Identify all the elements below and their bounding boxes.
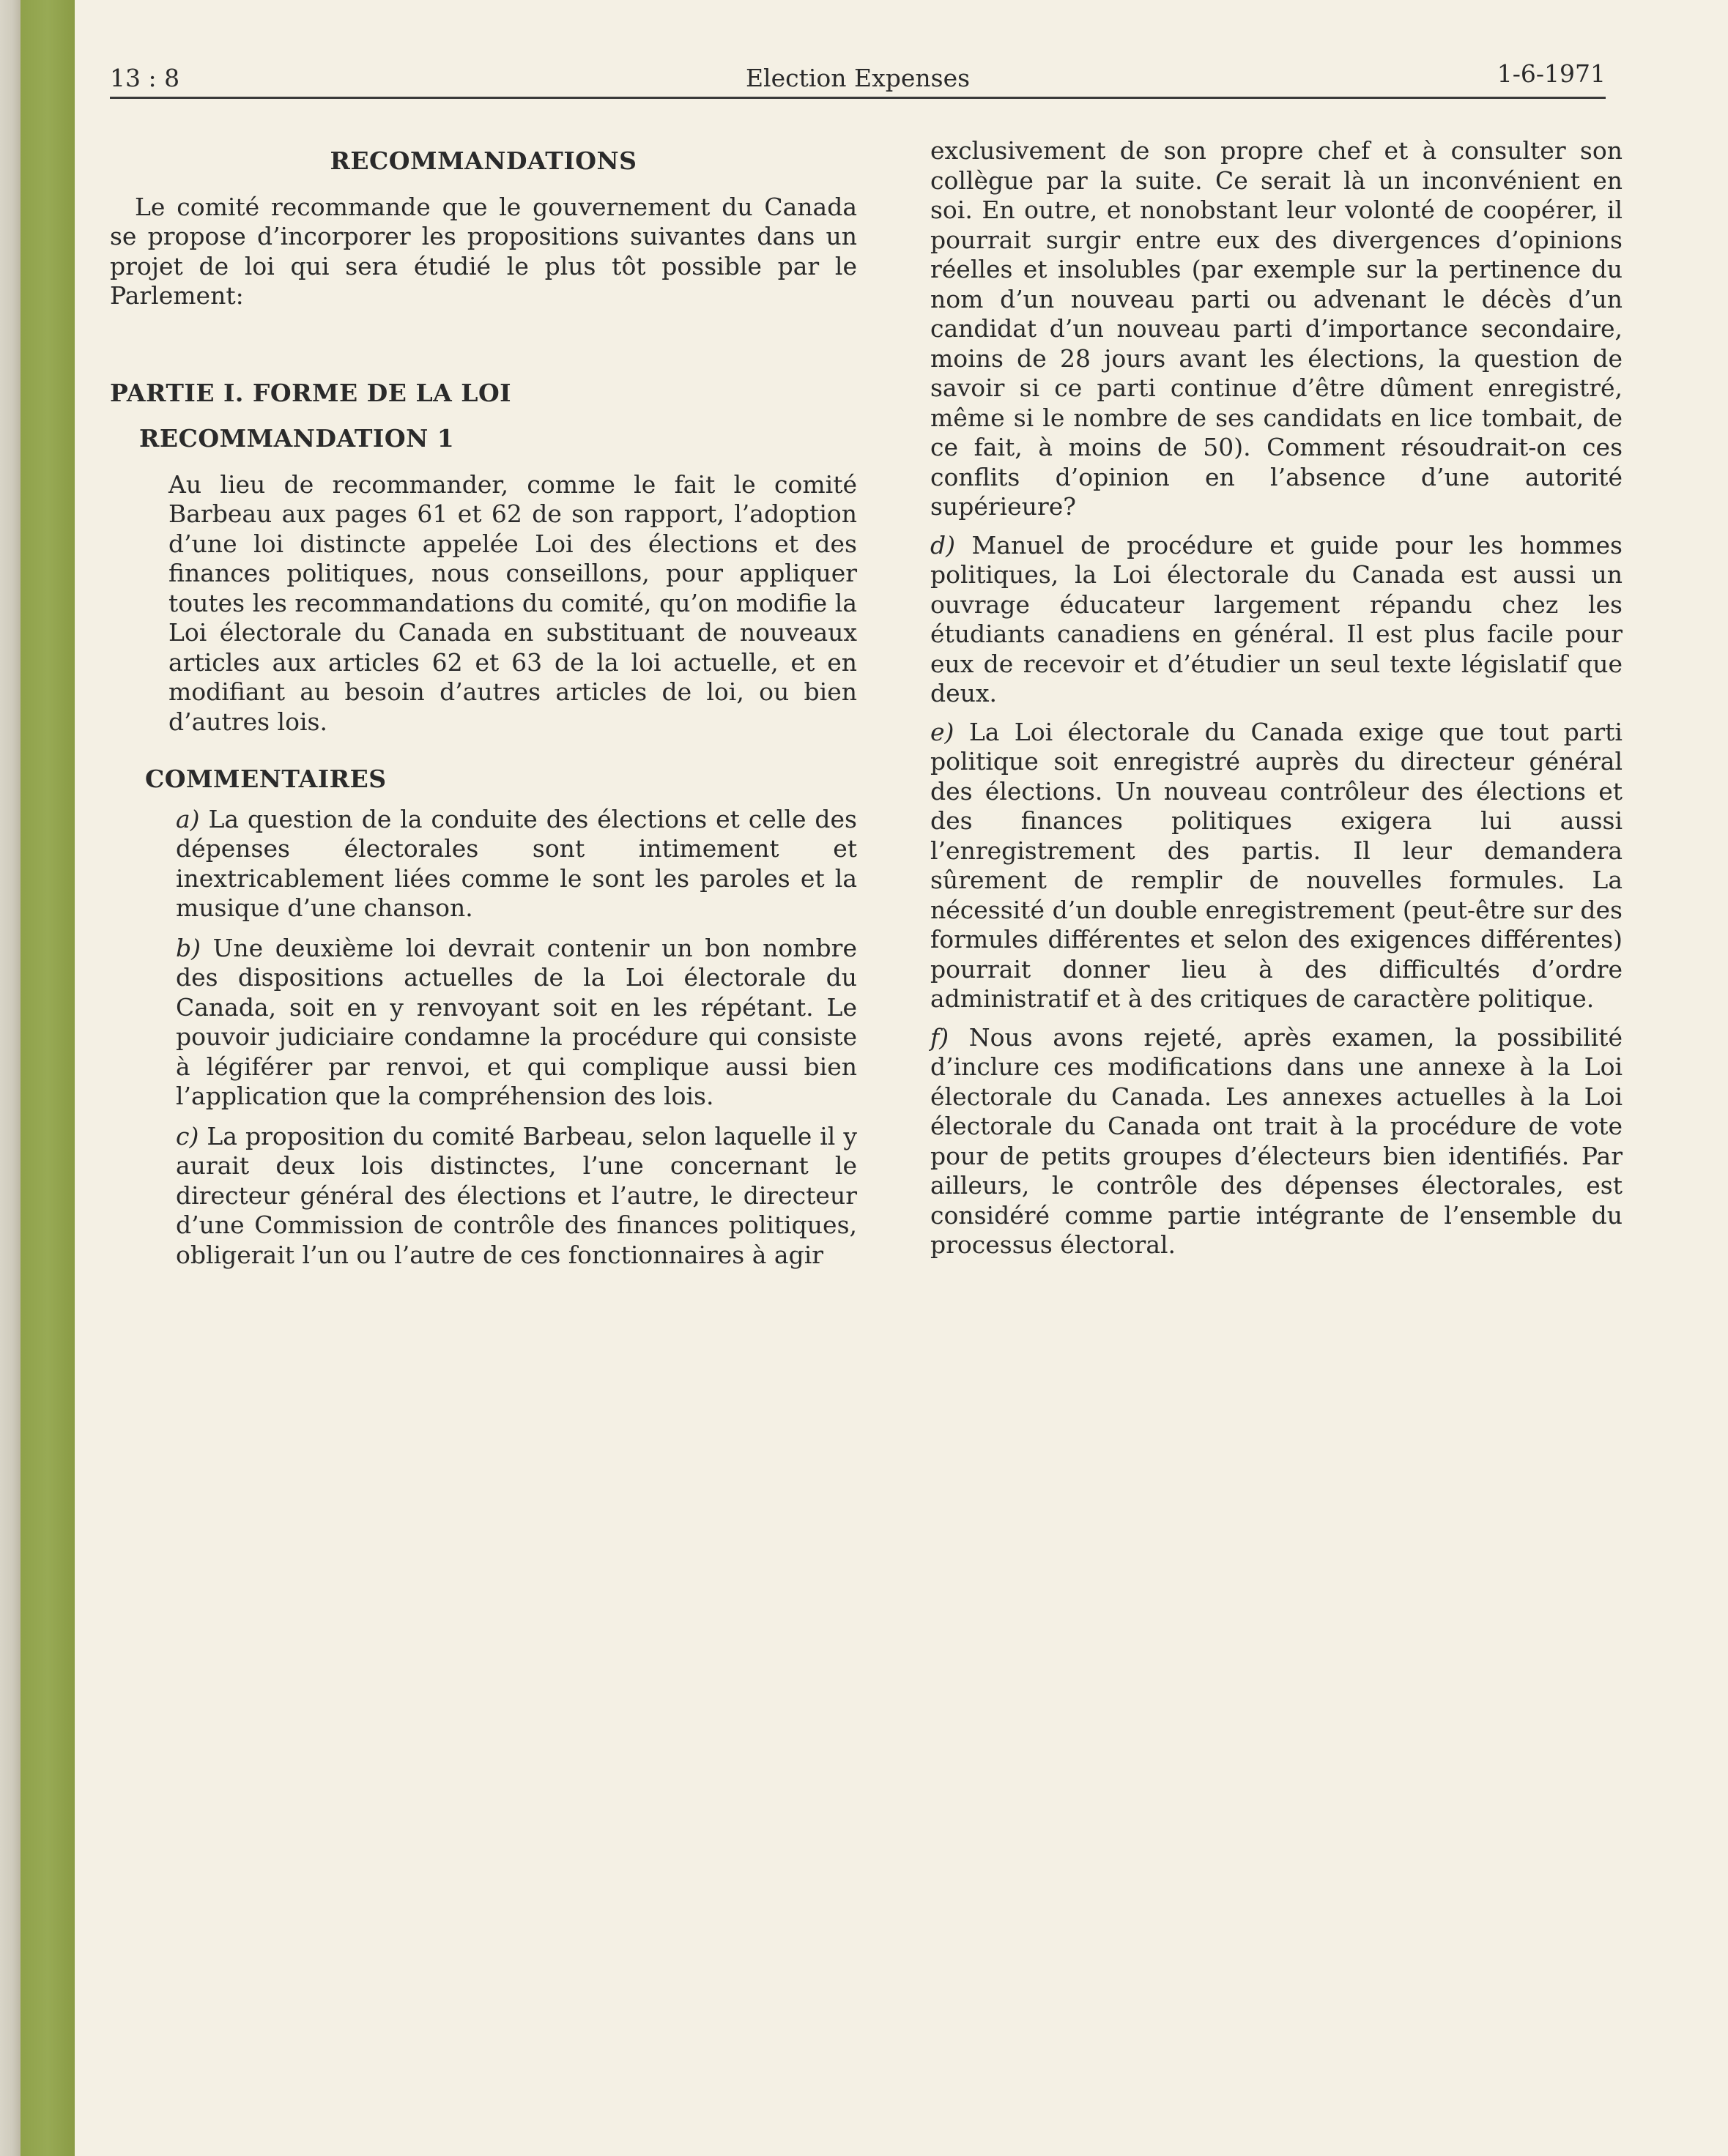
comment-f [930, 1023, 1623, 1260]
part-title: PARTIE I. FORME DE LA LOI [110, 378, 512, 407]
comment-label: e) [930, 717, 954, 746]
page-number: 13 : 8 [110, 64, 180, 92]
comment-label: f) [930, 1022, 949, 1052]
header-date: 1-6-1971 [1497, 59, 1606, 88]
left-column [110, 146, 857, 1280]
comment-text: La Loi électorale du Canada exige que tout parti politique soit enregistré auprès du directeur général des élections. Un nouveau contrôleur des élections et des finances politiques exigera lui aussi l’enregistrement des partis. Il leur demandera sûrement de remplir de nouvelles formules. La nécessité d’un double enregistrement (peut-être sur des formules différentes et selon des exigences différentes) pourrait donner lieu à des difficultés d’ordre administratif et à des critiques de caractère politique. [930, 717, 1623, 1013]
section-heading: RECOMMANDATIONS [330, 146, 637, 175]
comment-text: Une deuxième loi devrait contenir un bon nombre des dispositions actuelles de la Loi électorale du Canada, soit en y renvoyant soit en les répétant. Le pouvoir judiciaire condamne la procédure qui consiste à légiférer par renvoi, et qui complique aussi bien l’application que la compréhension des lois. [176, 933, 857, 1110]
comment-label: d) [930, 530, 955, 560]
comment-b [176, 934, 857, 1112]
comment-d [930, 531, 1623, 709]
comment-text: La proposition du comité Barbeau, selon laquelle il y aurait deux lois distinctes, l’une concernant le directeur général des élections et l’autre, le directeur d’une Commission de contrôle des finances politiques, obligerait l’un ou l’autre de ces fonctionnaires à agir [176, 1121, 857, 1269]
comment-label: b) [176, 933, 201, 962]
right-column [930, 136, 1623, 1269]
comment-e [930, 718, 1623, 1014]
running-title: Election Expenses [745, 64, 971, 92]
comment-label: a) [176, 804, 200, 833]
comment-c [176, 1122, 857, 1271]
page-header [110, 51, 1606, 99]
comments-title: COMMENTAIRES [145, 765, 387, 793]
intro-paragraph: Le comité recommande que le gouvernement du Canada se propose d’incorporer les propositions suivantes dans un projet de loi qui sera étudié le plus tôt possible par le Parlement: [110, 192, 857, 310]
comment-label: c) [176, 1121, 199, 1151]
comment-text: Nous avons rejeté, après examen, la possibilité d’inclure ces modifications dans une annexe à la Loi électorale du Canada. Les annexes actuelles à la Loi électorale du Canada ont trait à la procédure de vote pour de petits groupes d’électeurs bien identifiés. Par ailleurs, le contrôle des dépenses électorales, est considéré comme partie intégrante de l’ensemble du processus électoral. [930, 1022, 1623, 1259]
recommendation-title: RECOMMANDATION 1 [139, 424, 455, 453]
book-page-edges [0, 0, 21, 2156]
recommendation-text: Au lieu de recommander, comme le fait le comité Barbeau aux pages 61 et 62 de son rapport, l’adoption d’une loi distincte appelée Loi des élections et des finances politiques, nous conseillons, pour appliquer toutes les recommandations du comité, qu’on modifie la Loi électorale du Canada en substituant de nouveaux articles aux articles 62 et 63 de la loi actuelle, et en modifiant au besoin d’autres articles de loi, ou bien d’autres lois. [168, 469, 857, 736]
comment-text: Manuel de procédure et guide pour les hommes politiques, la Loi électorale du Canada est aussi un ouvrage éducateur largement répandu chez les étudiants canadiens en général. Il est plus facile pour eux de recevoir et d’étudier un seul texte législatif que deux. [930, 530, 1623, 707]
comment-c-continuation: exclusivement de son propre chef et à consulter son collègue par la suite. Ce serait là un inconvénient en soi. En outre, et nonobstant leur volonté de coopérer, il pourrait surgir entre eux des divergences d’opinions réelles et insolubles (par exemple sur la pertinence du nom d’un nouveau parti ou advenant le décès d’un candidat d’un nouveau parti d’importance secondaire, moins de 28 jours avant les élections, la question de savoir si ce parti continue d’être dûment enregistré, même si le nombre de ses candidats en lice tombait, de ce fait, à moins de 50). Comment résoudrait-on ces conflits d’opinion en l’absence d’une autorité supérieure? [930, 136, 1623, 521]
comment-text: La question de la conduite des élections et celle des dépenses électorales sont intimement et inextricablement liées comme le sont les paroles et la musique d’une chanson. [176, 804, 857, 922]
book-binding [21, 0, 75, 2156]
comment-a [176, 805, 857, 923]
